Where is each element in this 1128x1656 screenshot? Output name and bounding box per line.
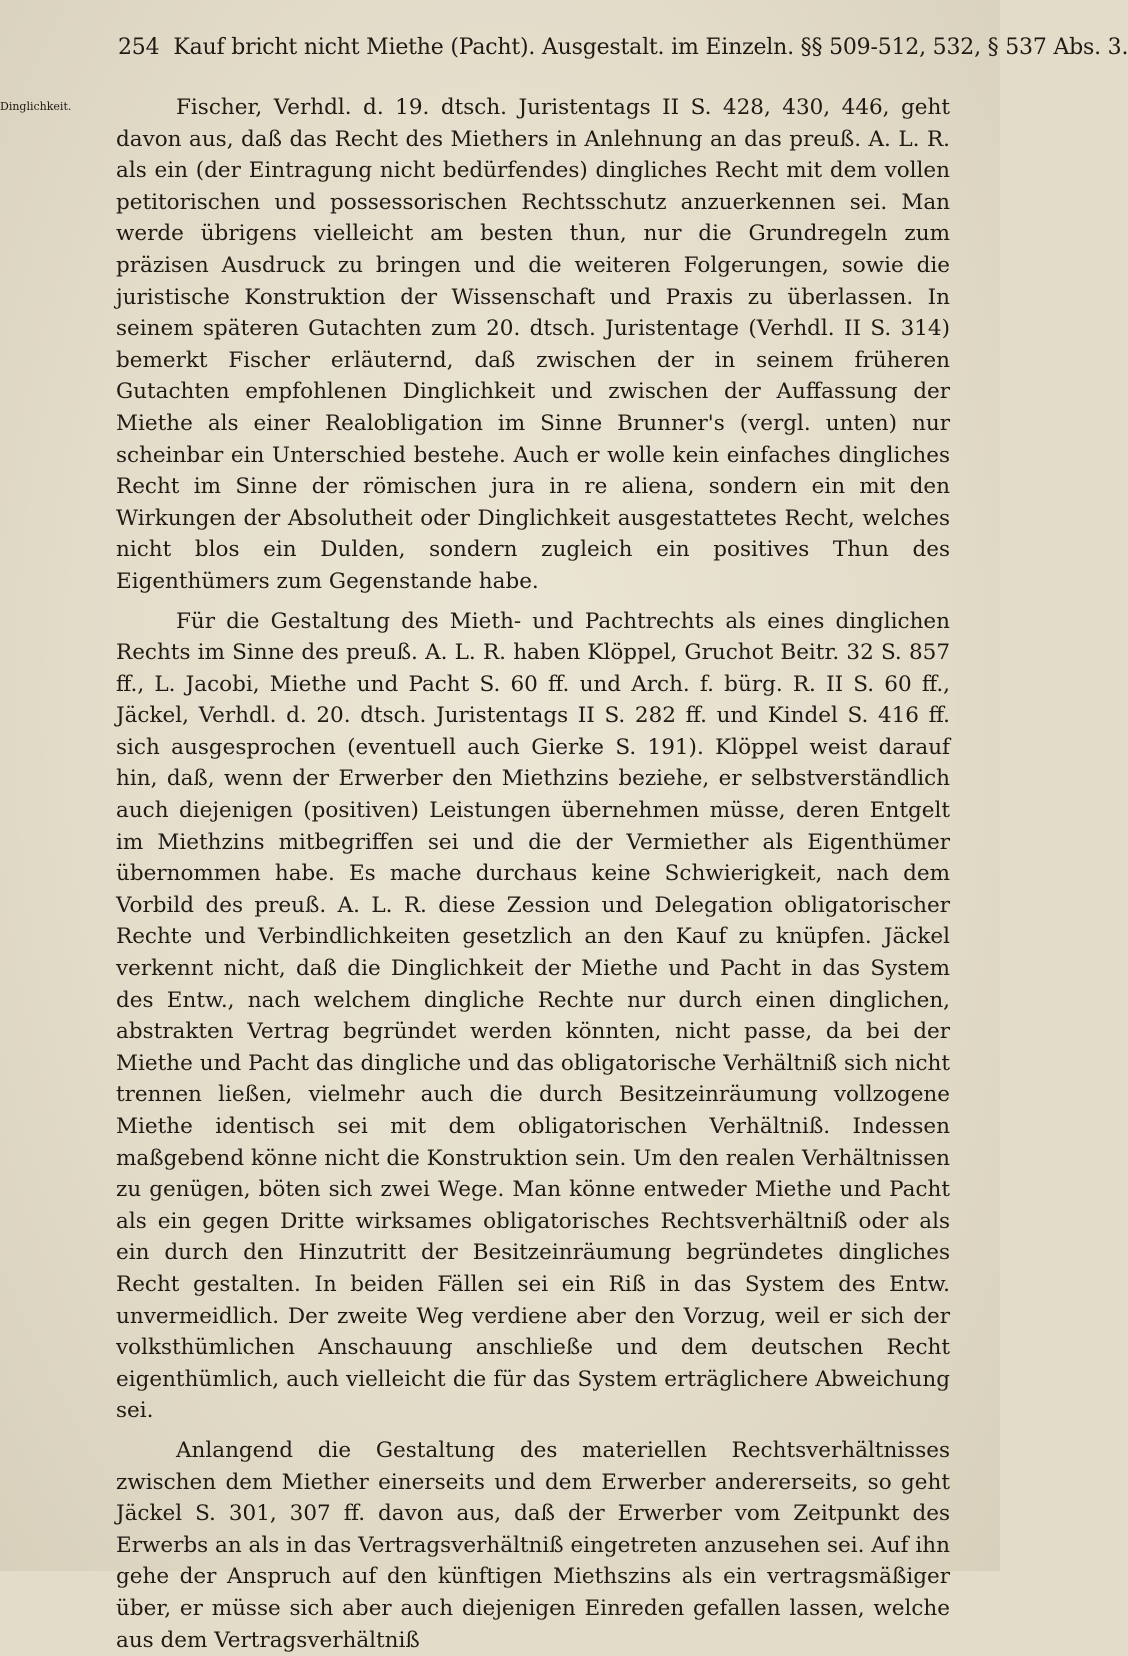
paragraph-2: Für die Gestaltung des Mieth- und Pachtrechts als eines dinglichen Rechts im Sinne des preuß. A. L. R. haben Klöppel, Gruchot Beitr. 32 S. 857 ff., L. Jacobi, Miethe und Pacht S. 60 ff. und Arch. f. bürg. R. II S. 60 ff., Jäckel, Verhdl. d. 20. dtsch. Juristentags II S. 282 ff. und Kindel S. 416 ff. sich ausgesprochen (eventuell auch Gierke S. 191). Klöppel weist darauf hin, daß, wenn der Erwerber den Miethzins beziehe, er selbstverständlich auch diejenigen (positiven) Leistungen übernehmen müsse, deren Entgelt im Miethzins mitbegriffen sei und die der Vermiether als Eigenthümer übernommen habe. Es mache durchaus keine Schwierigkeit, nach dem Vorbild des preuß. A. L. R. diese Zession und Delegation obligatorischer Rechte und Verbindlichkeiten gesetzlich an den Kauf zu knüpfen. Jäckel verkennt nicht, daß die Dinglichkeit der Miethe und Pacht in das System des Entw., nach welchem dingliche Rechte nur durch einen dinglichen, abstrakten Vertrag begründet werden könnten, nicht passe, da bei der Miethe und Pacht das dingliche und das obligatorische Verhältniß sich nicht trennen ließen, vielmehr auch die durch Besitzeinräumung vollzogene Miethe identisch sei mit dem obligatorischen Verhältniß. Indessen maßgebend könne nicht die Konstruktion sein. Um den realen Verhältnissen zu genügen, böten sich zwei Wege. Man könne entweder Miethe und Pacht als ein gegen Dritte wirksames obligatorisches Rechtsverhältniß oder als ein durch den Hinzutritt der Besitzeinräumung begründetes dingliches Recht gestalten. In beiden Fällen sei ein Riß in das System des Entw. unvermeidlich. Der zweite Weg verdiene aber den Vorzug, weil er sich der volksthümlichen Anschauung anschließe und dem deutschen Recht eigenthümlich, auch vielleicht die für das System erträglichere Abweichung sei. [116,608,950,1424]
body-text [116,92,950,1656]
paragraph-1: Fischer, Verhdl. d. 19. dtsch. Juristentags II S. 428, 430, 446, geht davon aus, daß das Recht des Miethers in Anlehnung an das preuß. A. L. R. als ein (der Eintragung nicht bedürfendes) dingliches Recht mit dem vollen petitorischen und possessorischen Rechtsschutz anzuerkennen sei. Man werde übrigens vielleicht am besten thun, nur die Grundregeln zum präzisen Ausdruck zu bringen und die weiteren Folgerungen, sowie die juristische Konstruktion der Wissenschaft und Praxis zu überlassen. In seinem späteren Gutachten zum 20. dtsch. Juristentage (Verhdl. II S. 314) bemerkt Fischer erläuternd, daß zwischen der in seinem früheren Gutachten empfohlenen Dinglichkeit und zwischen der Auffassung der Miethe als einer Realobligation im Sinne Brunner's (vergl. unten) nur scheinbar ein Unterschied bestehe. Auch er wolle kein einfaches dingliches Recht im Sinne der römischen jura in re aliena, sondern ein mit den Wirkungen der Absolutheit oder Dinglichkeit ausgestattetes Recht, welches nicht blos ein Dulden, sondern zugleich ein positives Thun des Eigenthümers zum Gegenstande habe. [116,95,950,594]
paragraph-3: Anlangend die Gestaltung des materiellen Rechtsverhältnisses zwischen dem Miether einerseits und dem Erwerber andererseits, so geht Jäckel S. 301, 307 ff. davon aus, daß der Erwerber vom Zeitpunkt des Erwerbs an als in das Vertragsverhältniß eingetreten anzusehen sei. Auf ihn gehe der Anspruch auf den künftigen Miethszins als ein vertragsmäßiger über, er müsse sich aber auch diejenigen Einreden gefallen lassen, welche aus dem Vertragsverhältniß [116,1437,950,1653]
page-number: 254 [118,35,160,60]
margin-note: Dinglichkeit. [0,100,72,113]
page-header [118,34,1128,62]
running-head: Kauf bricht nicht Miethe (Pacht). Ausgestalt. im Einzeln. §§ 509-512, 532, § 537 Abs. 3. [173,35,1128,60]
